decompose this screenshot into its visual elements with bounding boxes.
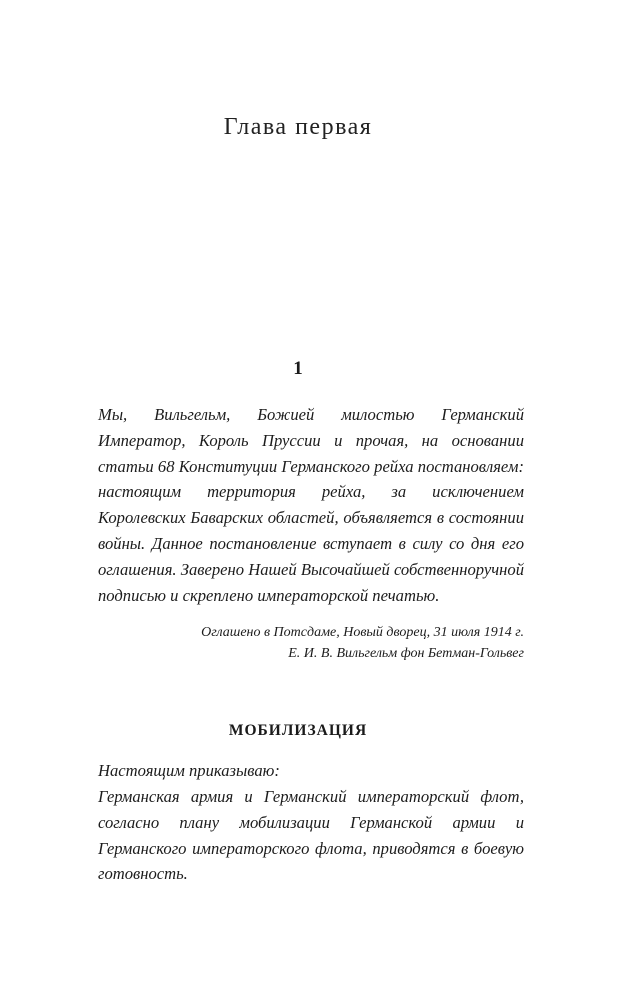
section-number: 1 <box>293 358 303 379</box>
chapter-title: Глава первая <box>223 114 373 140</box>
signature-place-date: Оглашено в Потсдаме, Новый дворец, 31 июля 1914 г. <box>201 625 524 640</box>
signature-block <box>98 622 524 664</box>
mobilization-heading: МОБИЛИЗАЦИЯ <box>228 722 368 739</box>
order-intro: Настоящим приказываю: <box>98 761 280 780</box>
order-paragraph: Германская армия и Германский императорский флот, согласно плану мобилизации Германской армии и Германского императорского флота, приводятся в боевую готовность. <box>98 787 524 884</box>
decree-paragraph: Мы, Вильгельм, Божией милостью Германский Император, Король Пруссии и прочая, на основании статьи 68 Конституции Германского рейха постановляем: настоящим территория рейха, за исключением Королевских Баварских областей, объявляется в состоянии войны. Данное постановление вступает в силу со дня его оглашения. Заверено Нашей Высочайшей собственноручной подписью и скреплено императорской печатью. <box>98 405 524 605</box>
signature-names: Е. И. В. Вильгельм фон Бетман-Гольвег <box>288 646 524 661</box>
